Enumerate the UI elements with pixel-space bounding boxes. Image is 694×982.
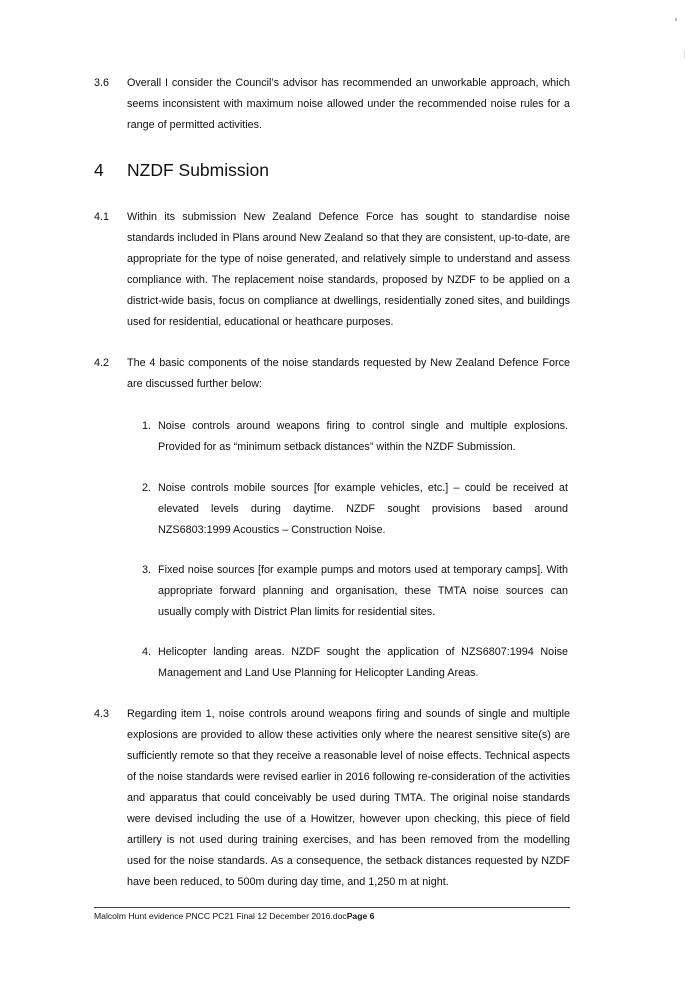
paragraph-text: Within its submission New Zealand Defence Force has sought to standardise noise standards included in Plans around New Zealand so that they are consistent, up-to-date, are appropriate for the type of noise generated, and relatively simple to understand and assess compliance with. The replacement noise standards, proposed by NZDF to be applied on a district-wide basis, focus on compliance at dwellings, residentially zoned sites, and buildings used for residential, educational or heathcare purposes. (127, 211, 570, 328)
footer-document-name: Malcolm Hunt evidence PNCC PC21 Final 12 December 2016.doc (94, 911, 347, 921)
list-item-text: Noise controls around weapons firing to control single and multiple explosions. Provided for as “minimum setback distances” within the NZDF Submission. (158, 420, 568, 453)
paragraph-number: 4.3 (94, 708, 110, 720)
paragraph-number: 4.2 (94, 357, 110, 369)
paragraph-4-1 (94, 207, 570, 333)
list-item (142, 416, 568, 458)
list-item-text: Noise controls mobile sources [for example vehicles, etc.] – could be received at elevated levels during daytime. NZDF sought provisions based around NZS6803:1999 Acoustics – Construction Noise. (158, 482, 568, 536)
list-item-number: 4. (142, 646, 152, 658)
paragraph-text: Overall I consider the Council’s advisor has recommended an unworkable approach, which seems inconsistent with maximum noise allowed under the recommended noise rules for a range of permitted activities. (127, 77, 570, 131)
list-item-number: 1. (142, 420, 152, 432)
list-item (142, 642, 568, 684)
list-item (142, 560, 568, 623)
section-title: NZDF Submission (127, 160, 269, 180)
paragraph-text: Regarding item 1, noise controls around weapons firing and sounds of single and multiple explosions are provided to allow these activities only where the nearest sensitive site(s) are sufficiently remote so that they receive a reasonable level of noise effects. Technical aspects of the noise standards were revised earlier in 2016 following re-consideration of the activities and apparatus that could conceivably be used during TMTA. The original noise standards were devised including the use of a Howitzer, however upon checking, this piece of field artillery is not used during training exercises, and has been removed from the modelling used for the noise standards. As a consequence, the setback distances requested by NZDF have been reduced, to 500m during day time, and 1,250 m at night. (127, 708, 570, 888)
scan-artifact (684, 50, 685, 58)
paragraph-3-6 (94, 73, 570, 136)
footer-divider (94, 907, 570, 908)
paragraph-number: 4.1 (94, 211, 110, 223)
paragraph-text: The 4 basic components of the noise standards requested by New Zealand Defence Force are discussed further below: (127, 357, 570, 390)
list-item-text: Fixed noise sources [for example pumps and motors used at temporary camps]. With appropriate forward planning and organisation, these TMTA noise sources can usually comply with District Plan limits for residential sites. (158, 564, 568, 618)
paragraph-4-2 (94, 353, 570, 395)
page-footer (94, 910, 374, 922)
section-number: 4 (94, 160, 104, 180)
paragraph-4-3 (94, 704, 570, 893)
list-item-number: 2. (142, 482, 152, 494)
paragraph-number: 3.6 (94, 77, 110, 89)
scan-artifact (675, 18, 677, 21)
list-item-number: 3. (142, 564, 152, 576)
footer-page-number: Page 6 (346, 911, 375, 921)
list-item-text: Helicopter landing areas. NZDF sought the application of NZS6807:1994 Noise Management and Land Use Planning for Helicopter Landing Areas. (158, 646, 568, 679)
list-item (142, 478, 568, 541)
